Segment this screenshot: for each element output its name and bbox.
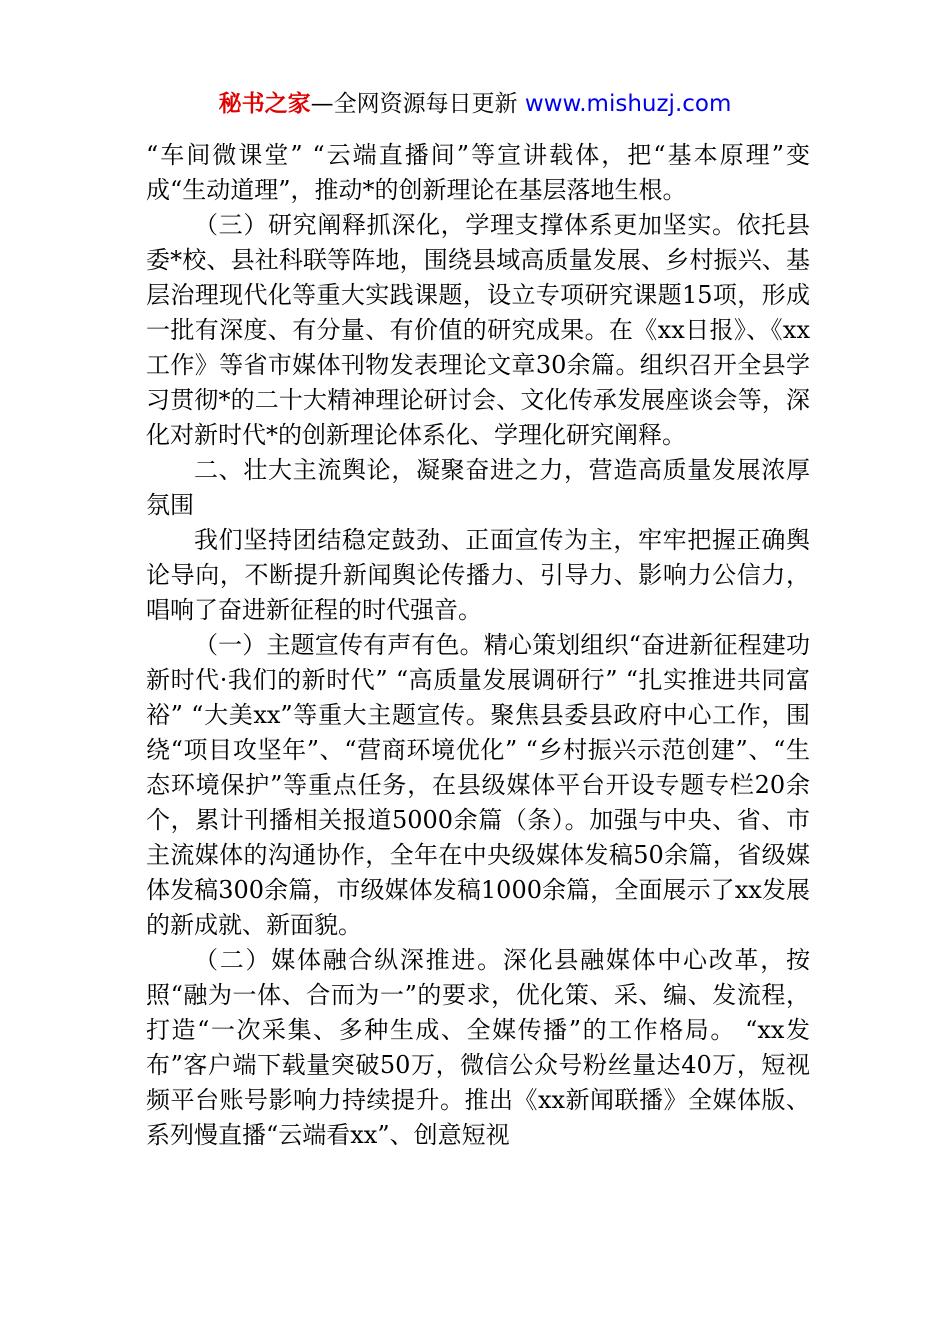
page-header bbox=[0, 88, 950, 120]
brand-name: 秘书之家 bbox=[218, 91, 311, 117]
paragraph-theme-publicity: （一）主题宣传有声有色。精心策划组织“奋进新征程建功新时代·我们的新时代” “高质量发展调研行” “扎实推进共同富裕” “大美xx”等重大主题宣传。聚焦县委县政府中心工作，围绕“项目攻坚年”、“营商环境优化” “乡村振兴示范创建”、“生态环境保护”等重点任务，在县级媒体平台开设专题专栏20余个，累计刊播相关报道5000余篇（条）。加强与中央、省、市主流媒体的沟通协作，全年在中央级媒体发稿50余篇，省级媒体发稿300余篇，市级媒体发稿1000余篇，全面展示了xx发展的新成就、新面貌。 bbox=[146, 631, 810, 939]
header-tagline: —全网资源每日更新 bbox=[310, 91, 525, 117]
document-body bbox=[146, 138, 810, 1153]
site-url[interactable]: www.mishuzj.com bbox=[524, 91, 732, 117]
paragraph-research: （三）研究阐释抓深化，学理支撑体系更加坚实。依托县委*校、县社科联等阵地，围绕县域高质量发展、乡村振兴、基层治理现代化等重大实践课题，设立专项研究课题15项，形成一批有深度、有分量、有价值的研究成果。在《xx日报》、《xx工作》等省市媒体刊物发表理论文章30余篇。组织召开全县学习贯彻*的二十大精神理论研讨会、文化传承发展座谈会等，深化对新时代*的创新理论体系化、学理化研究阐释。 bbox=[146, 211, 810, 449]
section-heading-2: 二、壮大主流舆论，凝聚奋进之力，营造高质量发展浓厚氛围 bbox=[146, 456, 810, 519]
paragraph-continuation: “车间微课堂” “云端直播间”等宣讲载体，把“基本原理”变成“生动道理”，推动*的创新理论在基层落地生根。 bbox=[146, 141, 810, 204]
paragraph-media-fusion: （二）媒体融合纵深推进。深化县融媒体中心改革，按照“融为一体、合而为一”的要求，优化策、采、编、发流程，打造“一次采集、多种生成、全媒传播”的工作格局。 “xx发布”客户端下载量突破50万，微信公众号粉丝量达40万，短视频平台账号影响力持续提升。推出《xx新闻联播》全媒体版、系列慢直播“云端看xx”、创意短视 bbox=[146, 946, 810, 1149]
paragraph-section-intro: 我们坚持团结稳定鼓劲、正面宣传为主，牢牢把握正确舆论导向，不断提升新闻舆论传播力、引导力、影响力公信力，唱响了奋进新征程的时代强音。 bbox=[146, 526, 810, 624]
